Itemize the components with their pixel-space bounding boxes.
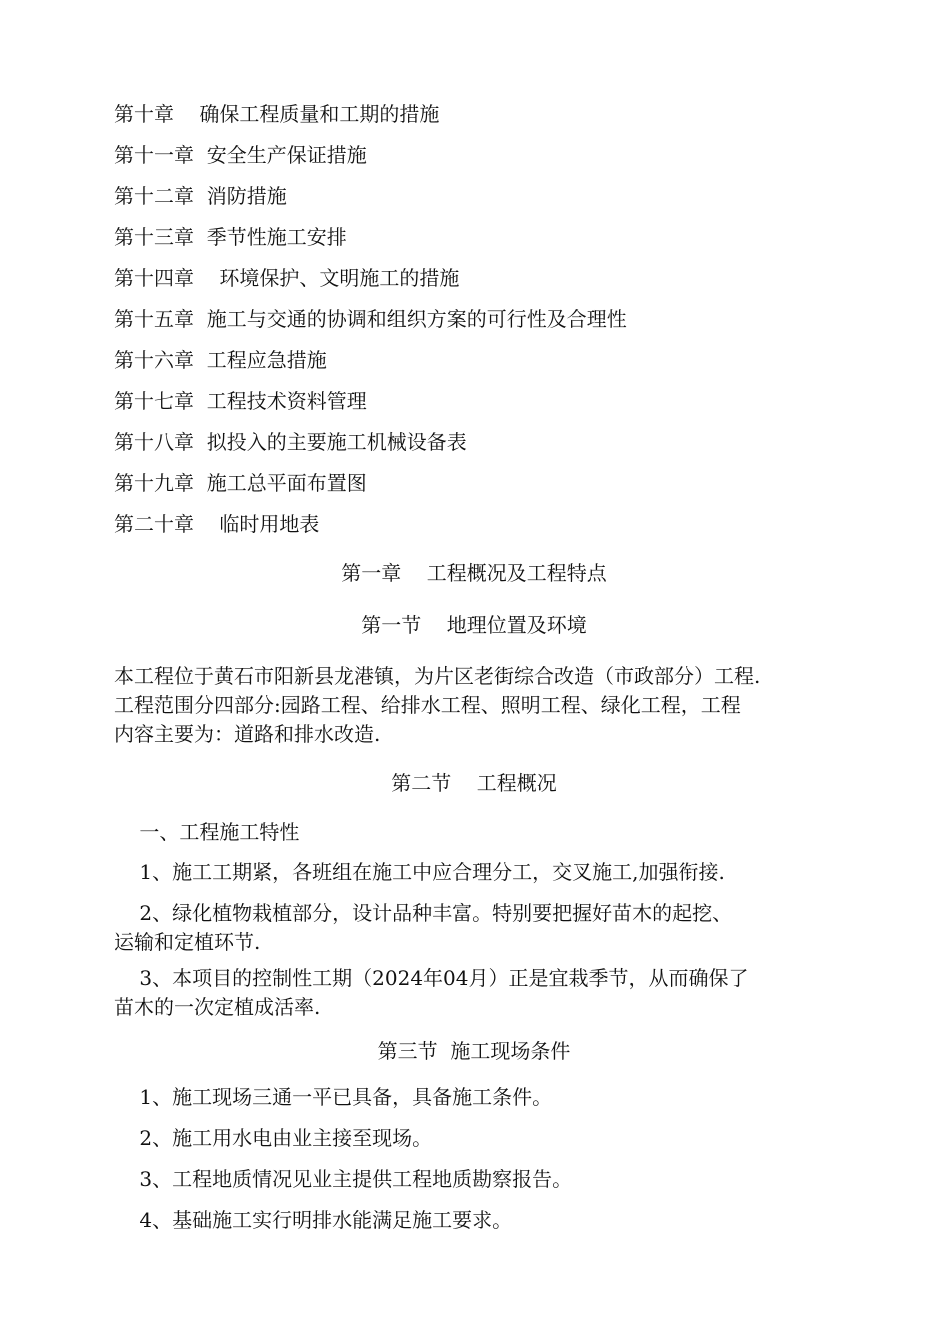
list-item-line: 4、基础施工实行明排水能满足施工要求。	[114, 1208, 513, 1232]
list-item	[114, 1083, 836, 1112]
sub-heading	[114, 818, 836, 847]
sub-heading-text: 一、工程施工特性	[114, 820, 300, 844]
chapter-title: 第一章 工程概况及工程特点	[341, 561, 607, 585]
list-item-line: 3、工程地质情况见业主提供工程地质勘察报告。	[114, 1167, 573, 1191]
section-title: 第二节 工程概况	[391, 771, 557, 795]
paragraph-line: 工程范围分四部分:园路工程、给排水工程、照明工程、绿化工程，工程	[114, 693, 741, 717]
section-title: 第三节 施工现场条件	[377, 1039, 571, 1063]
section-title: 第一节 地理位置及环境	[361, 613, 587, 637]
toc-item: 第十四章 环境保护、文明施工的措施	[114, 266, 460, 290]
toc-item: 第十二章 消防措施	[114, 184, 287, 208]
paragraph-location	[114, 662, 836, 749]
list-item-line: 3、本项目的控制性工期（2024年04月）正是宜栽季节，从而确保了	[114, 966, 749, 990]
list-item-line: 苗木的一次定植成活率.	[114, 995, 321, 1019]
toc-item: 第十七章 工程技术资料管理	[114, 389, 367, 413]
list-item-line: 2、施工用水电由业主接至现场。	[114, 1126, 433, 1150]
list-item-line: 运输和定植环节.	[114, 930, 261, 954]
list-item	[114, 858, 836, 887]
toc-item: 第十章 确保工程质量和工期的措施	[114, 102, 440, 126]
table-of-contents	[114, 94, 834, 545]
list-item	[114, 964, 836, 1022]
toc-item: 第十九章 施工总平面布置图	[114, 471, 367, 495]
toc-item: 第十六章 工程应急措施	[114, 348, 327, 372]
list-item-line: 2、绿化植物栽植部分，设计品种丰富。特别要把握好苗木的起挖、	[114, 901, 733, 925]
toc-item: 第十八章 拟投入的主要施工机械设备表	[114, 430, 467, 454]
list-item-line: 1、施工工期紧，各班组在施工中应合理分工，交叉施工,加强衔接.	[114, 860, 725, 884]
list-item	[114, 899, 836, 957]
toc-item: 第十三章 季节性施工安排	[114, 225, 347, 249]
list-item-line: 1、施工现场三通一平已具备，具备施工条件。	[114, 1085, 553, 1109]
paragraph-line: 本工程位于黄石市阳新县龙港镇，为片区老街综合改造（市政部分）工程.	[114, 664, 761, 688]
paragraph-line: 内容主要为：道路和排水改造.	[114, 722, 381, 746]
toc-item: 第二十章 临时用地表	[114, 512, 320, 536]
toc-item: 第十五章 施工与交通的协调和组织方案的可行性及合理性	[114, 307, 627, 331]
list-item	[114, 1206, 836, 1235]
list-item	[114, 1165, 836, 1194]
toc-item: 第十一章 安全生产保证措施	[114, 143, 367, 167]
list-item	[114, 1124, 836, 1153]
